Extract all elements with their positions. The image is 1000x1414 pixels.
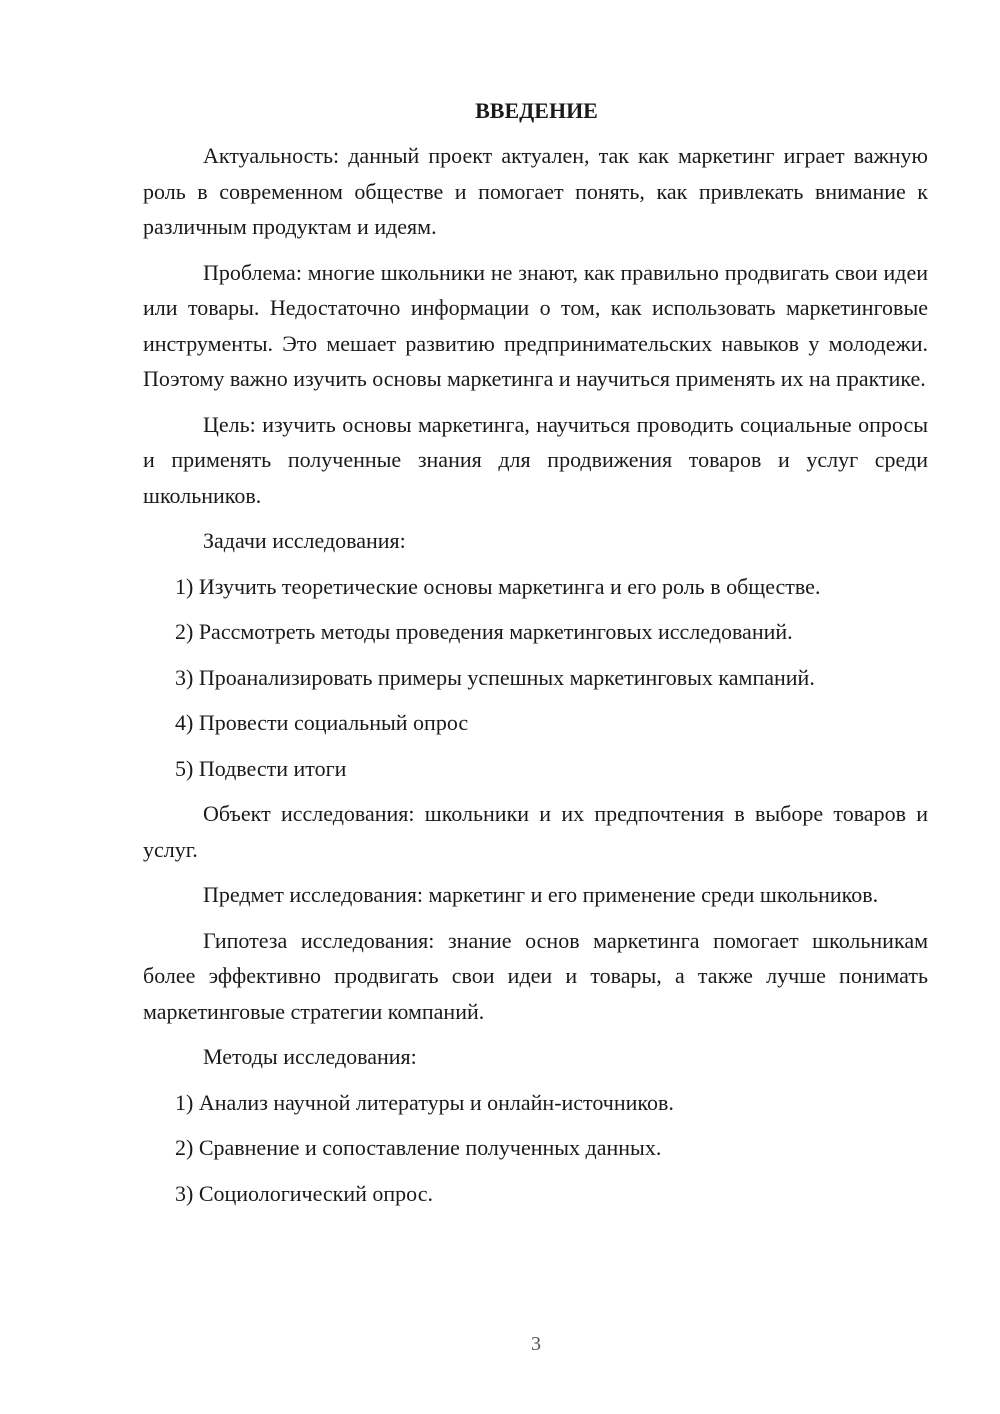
relevance-paragraph: Актуальность: данный проект актуален, так как маркетинг играет важную роль в современном обществе и помогает понять, как привлекать внимание к различным продуктам и идеям. [143,143,928,239]
list-item: 5) Подвести итоги [175,755,347,781]
list-item: 1) Изучить теоретические основы маркетинга и его роль в обществе. [175,573,821,599]
page-number: 3 [531,1333,541,1355]
list-item: 3) Проанализировать примеры успешных маркетинговых кампаний. [175,664,815,690]
list-item: 2) Сравнение и сопоставление полученных данных. [175,1135,662,1160]
tasks-list [143,569,928,787]
methods-list [143,1085,928,1212]
list-item: 3) Социологический опрос. [175,1180,433,1206]
page-title: ВВЕДЕНИЕ [475,98,598,123]
tasks-heading: Задачи исследования: [203,528,406,553]
methods-heading: Методы исследования: [203,1044,417,1069]
list-item: 1) Анализ научной литературы и онлайн-источников. [175,1089,674,1115]
list-item: 2) Рассмотреть методы проведения маркетинговых исследований. [175,619,793,644]
goal-paragraph: Цель: изучить основы маркетинга, научиться проводить социальные опросы и применять полученные знания для продвижения товаров и услуг среди школьников. [143,411,928,508]
subject-paragraph: Предмет исследования: маркетинг и его применение среди школьников. [203,882,879,907]
object-paragraph: Объект исследования: школьники и их предпочтения в выборе товаров и услуг. [143,801,928,862]
list-item: 4) Провести социальный опрос [175,710,469,735]
problem-paragraph: Проблема: многие школьники не знают, как правильно продвигать свои идеи или товары. Недостаточно информации о том, как использовать маркетинговые инструменты. Это мешает развитию предпринимательских навыков у молодежи. Поэтому важно изучить основы маркетинга и научиться применять их на практике. [143,259,928,391]
hypothesis-paragraph: Гипотеза исследования: знание основ маркетинга помогает школьникам более эффективно продвигать свои идеи и товары, а также лучше понимать маркетинговые стратегии компаний. [143,927,928,1024]
document-page [143,96,928,1221]
